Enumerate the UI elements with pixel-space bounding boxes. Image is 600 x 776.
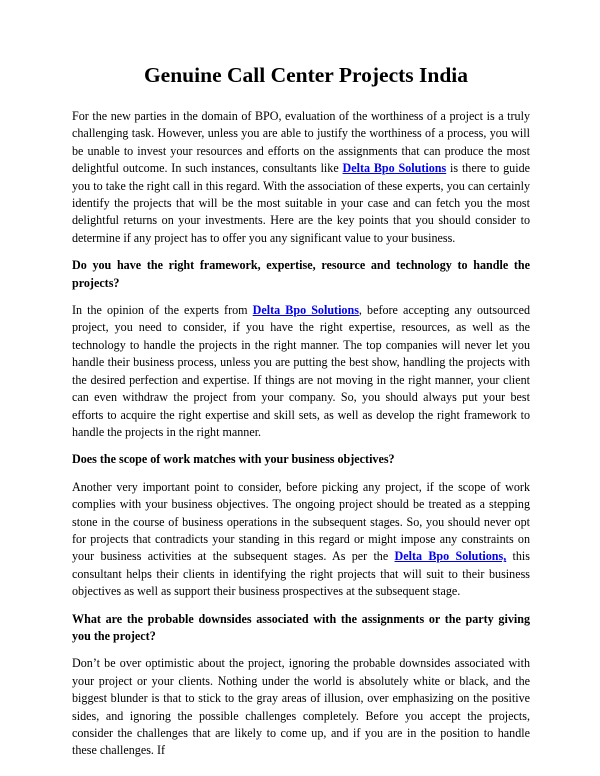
intro-text-before: For the new parties in the domain of BPO, evaluation of the worthiness of a project is a truly challenging task. However, unless you are able to justify the worthiness of a process, you will be unable to invest your resources and efforts on the assignments that can produce the most delightful outcome. In such instances, consultants like [72,109,530,176]
page-title: Genuine Call Center Projects India [143,63,469,87]
intro-paragraph [72,108,530,247]
intro-text-after: is there to guide you to take the right call in this regard. With the association of these experts, you can certainly identify the projects that will be the most suitable in your case and can fetch you the most delightful returns on your investments. Here are the key points that you should consider to determine if any project has to offer you any significant value to your business. [72,161,531,245]
delta-bpo-link[interactable]: Delta Bpo Solutions [252,303,359,318]
scope-text-before: Another very important point to consider, before picking any project, if the scope of work complies with your business objectives. The ongoing project should be treated as a stepping stone in the course of business operations in the subsequent stages. So, you should never opt for projects that contradicts your standing in this regard or might impose any constraints on your business activities at the subsequent stages. As per the [72,479,530,564]
scope-paragraph [72,479,530,601]
scope-text-after: this consultant helps their clients in identifying the right projects that will suit to their business objectives as well as support their business prospectives at the subsequent stage. [72,549,530,599]
framework-paragraph [72,302,530,441]
section-heading-downsides: What are the probable downsides associated with the assignments or the party giving you the project? [72,611,530,643]
framework-text-before: In the opinion of the experts from [72,303,253,318]
downsides-paragraph: Don’t be over optimistic about the project, ignoring the probable downsides associated with your project or your clients. Nothing under the world is absolutely white or black, and the biggest blunder is that to stick to the gray areas of illusion, over emphasizing on the positive sides, and ignoring the possible challenges completely. Before you accept the projects, consider the challenges that are likely to come up, and if you are in the position to handle these challenges. If [72,656,530,758]
section-heading-scope: Does the scope of work matches with your business objectives? [72,452,395,467]
section-heading-framework: Do you have the right framework, expertise, resource and technology to handle the projects? [72,258,530,290]
framework-text-after: , before accepting any outsourced project, you need to consider, if you have the right expertise, resources, as well as the technology to handle the projects in the right manner. The top companies will never let you handle their business process, unless you are putting the best show, handling the projects with the desired perfection and expertise. If things are not moving in the right manner, your client can even withdraw the project from your company. So, you should always put your best efforts to acquire the right expertise and skill sets, as well as develop the right framework to handle the projects in the right manner. [72,303,531,439]
delta-bpo-link[interactable]: Delta Bpo Solutions [342,161,447,176]
delta-bpo-link[interactable]: Delta Bpo Solutions, [394,549,507,564]
document-page [72,0,530,760]
